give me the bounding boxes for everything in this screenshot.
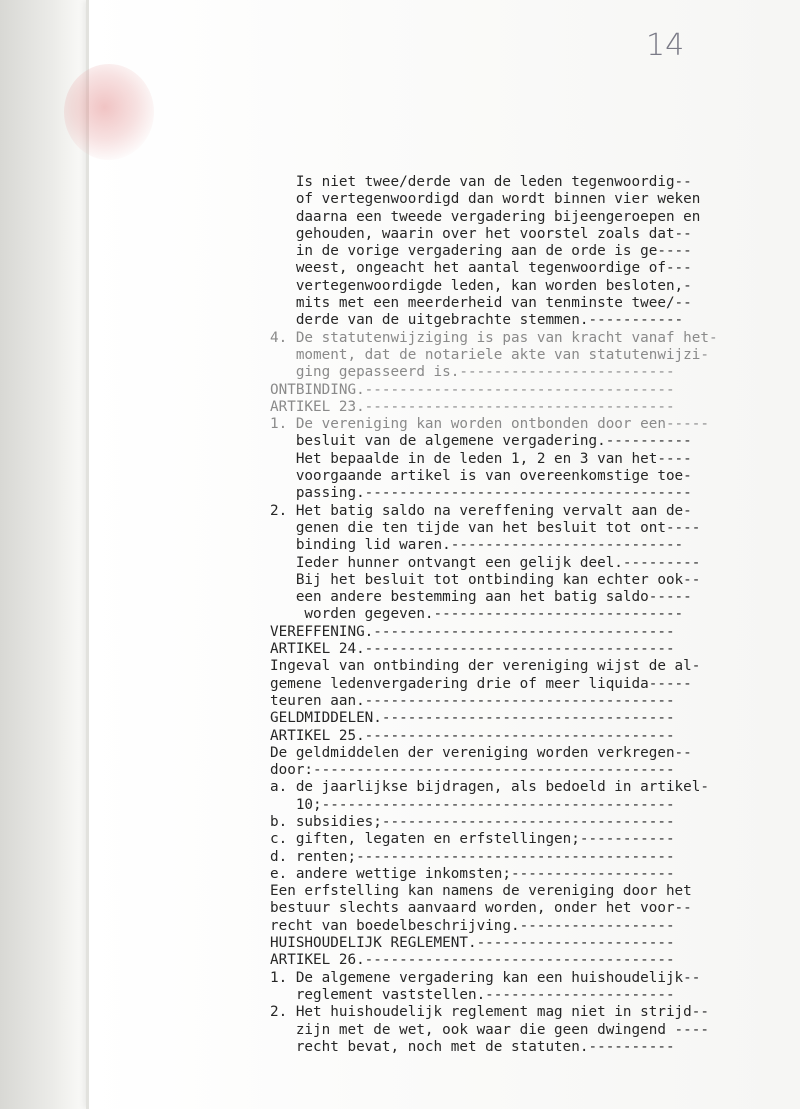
text-line: 4. De statutenwijziging is pas van kracht vanaf het-	[270, 329, 718, 346]
text-line: genen die ten tijde van het besluit tot ont----	[270, 519, 701, 536]
text-line: Ingeval van ontbinding der vereniging wijst de al-	[270, 658, 701, 675]
text-line: door:------------------------------------------	[270, 762, 675, 779]
text-line: Een erfstelling kan namens de vereniging door het	[270, 883, 692, 900]
text-line: a. de jaarlijkse bijdragen, als bedoeld in artikel-	[270, 779, 709, 796]
text-line: gemene ledenvergadering drie of meer liquida-----	[270, 675, 692, 692]
text-line: mits met een meerderheid van tenminste twee/--	[270, 295, 692, 312]
text-line: of vertegenwoordigd dan wordt binnen vier weken	[270, 191, 701, 208]
text-line: daarna een tweede vergadering bijeengeroepen en	[270, 208, 701, 225]
text-line: e. andere wettige inkomsten;-------------------	[270, 865, 675, 882]
text-line: 1. De vereniging kan worden ontbonden door een-----	[270, 416, 709, 433]
text-line: teuren aan.------------------------------------	[270, 692, 675, 709]
text-line: bestuur slechts aanvaard worden, onder het voor--	[270, 900, 692, 917]
text-line: HUISHOUDELIJK REGLEMENT.-----------------------	[270, 935, 675, 952]
text-line: ARTIKEL 26.------------------------------------	[270, 952, 675, 969]
text-line: Het bepaalde in de leden 1, 2 en 3 van het----	[270, 450, 692, 467]
text-line: De geldmiddelen der vereniging worden verkregen--	[270, 744, 692, 761]
text-line: worden gegeven.-----------------------------	[270, 606, 684, 623]
red-seal-stamp	[64, 64, 154, 160]
page-number: 14	[646, 28, 685, 63]
text-line: passing.--------------------------------------	[270, 485, 692, 502]
text-line: voorgaande artikel is van overeenkomstige toe-	[270, 468, 692, 485]
text-line: derde van de uitgebrachte stemmen.-----------	[270, 312, 684, 329]
text-line: Is niet twee/derde van de leden tegenwoordig--	[270, 174, 692, 190]
text-line: 2. Het batig saldo na vereffening vervalt aan de-	[270, 502, 692, 519]
text-line: weest, ongeacht het aantal tegenwoordige of---	[270, 260, 692, 277]
text-line: 2. Het huishoudelijk reglement mag niet in strijd--	[270, 1004, 709, 1021]
text-line: 10;-----------------------------------------	[270, 796, 675, 813]
text-line: een andere bestemming aan het batig saldo-----	[270, 589, 692, 606]
text-line: b. subsidies;----------------------------------	[270, 813, 675, 830]
text-line: recht van boedelbeschrijving.------------------	[270, 917, 675, 934]
text-line: moment, dat de notariele akte van statutenwijzi-	[270, 346, 709, 363]
text-line: ging gepasseerd is.-------------------------	[270, 364, 675, 381]
text-line: VEREFFENING.-----------------------------------	[270, 623, 675, 640]
text-line: besluit van de algemene vergadering.----------	[270, 433, 692, 450]
text-line: Ieder hunner ontvangt een gelijk deel.---------	[270, 554, 701, 571]
text-line: binding lid waren.---------------------------	[270, 537, 684, 554]
text-line: GELDMIDDELEN.----------------------------------	[270, 710, 675, 727]
text-line: 1. De algemene vergadering kan een huishoudelijk--	[270, 969, 701, 986]
text-line: reglement vaststellen.----------------------	[270, 986, 675, 1003]
text-line: gehouden, waarin over het voorstel zoals dat--	[270, 225, 692, 242]
text-line: ONTBINDING.------------------------------------	[270, 381, 675, 398]
text-line: ARTIKEL 25.------------------------------------	[270, 727, 675, 744]
text-line: in de vorige vergadering aan de orde is ge----	[270, 243, 692, 260]
text-line: Bij het besluit tot ontbinding kan echter ook--	[270, 571, 701, 588]
text-line: ARTIKEL 24.------------------------------------	[270, 641, 675, 658]
text-line: recht bevat, noch met de statuten.----------	[270, 1038, 675, 1055]
text-line: zijn met de wet, ook waar die geen dwingend ----	[270, 1021, 709, 1038]
text-line: d. renten;-------------------------------------	[270, 848, 675, 865]
text-line: vertegenwoordigde leden, kan worden besloten,-	[270, 277, 692, 294]
text-line: ARTIKEL 23.------------------------------------	[270, 398, 675, 415]
typewritten-text-block	[270, 174, 782, 1056]
text-line: c. giften, legaten en erfstellingen;-----------	[270, 831, 675, 848]
page-edge	[86, 0, 89, 1109]
adjacent-page-strip	[0, 0, 86, 1109]
